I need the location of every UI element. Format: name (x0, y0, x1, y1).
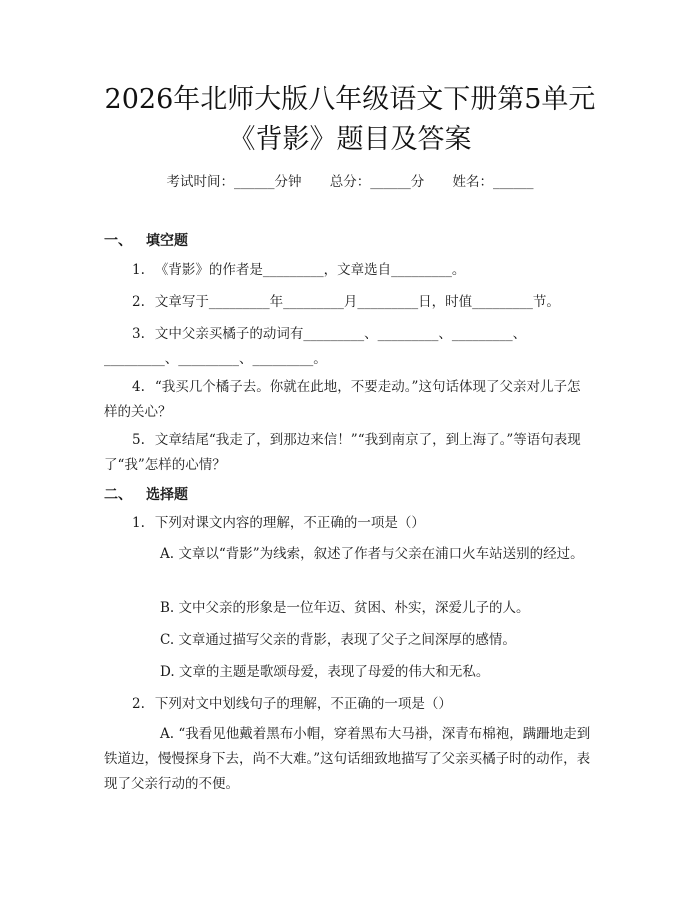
answer-option-a: A. 文章以“背影”为线索，叙述了作者与父亲在浦口火车站送别的经过。 (160, 546, 584, 562)
exam-total-score: 总分：______分 (329, 174, 425, 190)
section-heading-fill-in (104, 230, 188, 250)
document-title-line2: 《背影》题目及答案 (228, 124, 472, 155)
question-text: 文章写于_________年_________月_________日，时值_________节。 (154, 294, 560, 310)
section-heading-multiple-choice (104, 484, 188, 504)
section-number: 二、 (104, 487, 132, 503)
exam-time: 考试时间：______分钟 (166, 174, 302, 190)
question-text: “我买几个橘子去。你就在此地，不要走动。”这句话体现了父亲对儿子怎样的关心？ (104, 379, 581, 420)
answer-option-c: C. 文章通过描写父亲的背影，表现了父子之间深厚的感情。 (160, 632, 516, 648)
section-title: 填空题 (146, 233, 188, 249)
question-number: 2. (132, 696, 145, 712)
exam-name: 姓名：______ (452, 174, 534, 190)
question-item (132, 511, 582, 536)
exam-info (0, 170, 700, 190)
answer-option-d: D. 文章的主题是歌颂母爱，表现了母爱的伟大和无私。 (160, 664, 490, 680)
question-text: 《背影》的作者是_________，文章选自_________。 (154, 262, 466, 278)
question-item (132, 290, 582, 315)
question-number: 5. (132, 432, 145, 448)
question-text: 下列对课文内容的理解，不正确的一项是（） (154, 515, 425, 531)
answer-option-a: A. “我看见他戴着黑布小帽，穿着黑布大马褂，深青布棉袍，蹒跚地走到铁道边，慢慢探身下去，尚不大难。”这句话细致地描写了父亲买橘子时的动作，表现了父亲行动的不便。 (104, 726, 591, 792)
question-item (132, 692, 582, 717)
question-number: 1. (132, 262, 145, 278)
answer-option-b: B. 文中父亲的形象是一位年迈、贫困、朴实，深爱儿子的人。 (160, 600, 530, 616)
question-number: 1. (132, 515, 145, 531)
question-text: 文中父亲买橘子的动词有_________、_________、_________、_________、_________、_________。 (104, 326, 527, 367)
question-item (104, 322, 564, 372)
question-number: 3. (132, 326, 145, 342)
question-number: 4. (132, 379, 145, 395)
document-title-line1: 2026年北师大版八年级语文下册第5单元 (104, 84, 596, 115)
question-item (104, 375, 592, 425)
question-text: 下列对文中划线句子的理解，不正确的一项是（） (154, 696, 452, 712)
question-number: 2. (132, 294, 145, 310)
question-item (132, 258, 582, 283)
section-title: 选择题 (146, 487, 188, 503)
question-item (104, 428, 592, 478)
section-number: 一、 (104, 233, 132, 249)
question-text: 文章结尾“我走了，到那边来信！”“我到南京了，到上海了。”等语句表现了“我”怎样的心情？ (104, 432, 581, 473)
